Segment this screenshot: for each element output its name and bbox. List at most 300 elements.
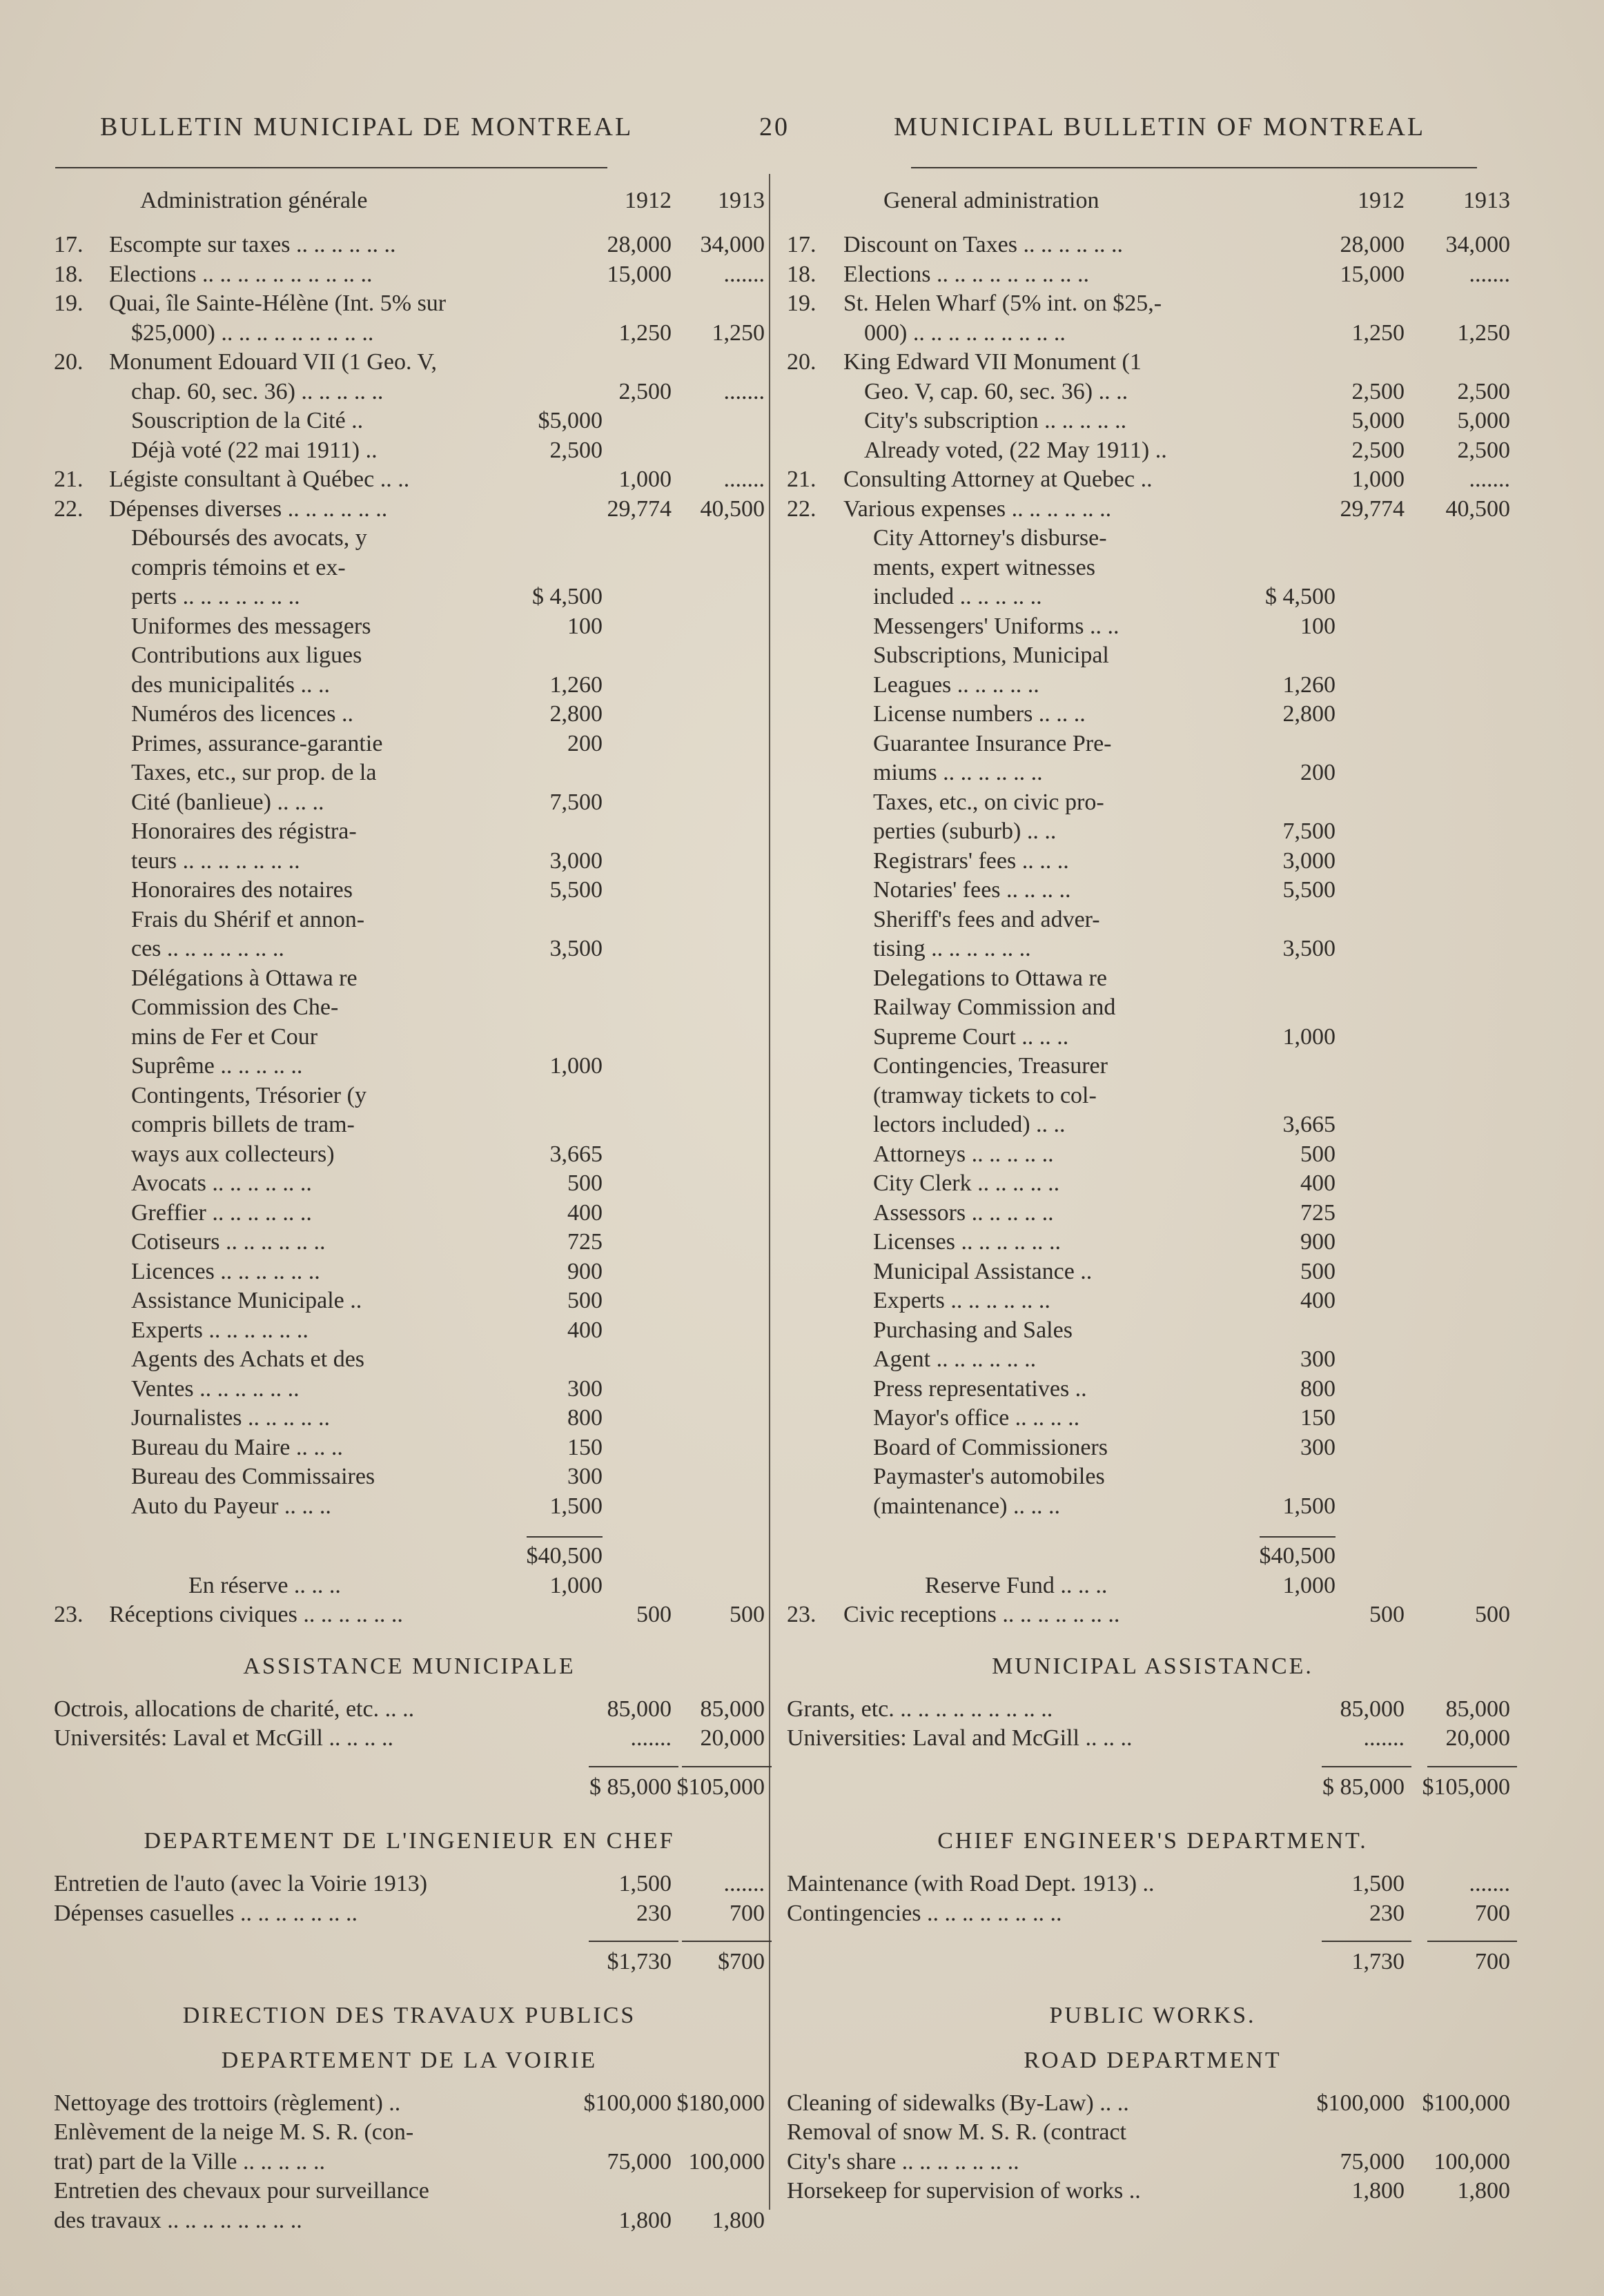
item-detail-amount: 800 [1300,1375,1336,1402]
year-1913-header: 1913 [718,188,765,213]
item-detail-amount: 725 [1300,1199,1336,1226]
amount-1913: ....... [723,378,765,404]
item-label: Bureau des Commissaires [131,1464,375,1489]
subtotal-rule [527,1536,603,1538]
spacer [787,2035,1518,2041]
total-1913: 700 [1475,1949,1510,1974]
amount-1912: 85,000 [607,1696,672,1722]
item-label: Board of Commissioners [873,1434,1108,1460]
item-label: perties (suburb) .. .. [873,818,1057,844]
item-number: 22. [787,495,816,522]
spacer [787,1630,1518,1647]
total-1913: $700 [718,1949,765,1974]
item-label: Agent .. .. .. .. .. .. [873,1346,1037,1372]
budget-row [787,964,1518,994]
section-heading: DEPARTEMENT DE LA VOIRIE [221,2047,598,2073]
amount-1913: 40,500 [1445,495,1510,522]
reserve-row [787,1571,1518,1601]
item-label: Contributions aux ligues [131,642,362,668]
total-rule-1913 [1427,1941,1517,1942]
budget-row [54,1433,765,1463]
subtotal-amount: $40,500 [526,1543,603,1569]
section-heading: MUNICIPAL ASSISTANCE. [992,1653,1313,1679]
item-label: Messengers' Uniforms .. .. [873,613,1119,639]
item-label: Avocats .. .. .. .. .. .. [131,1170,312,1196]
item-label: mins de Fer et Cour [131,1023,318,1050]
total-rule-1912 [1322,1941,1411,1942]
item-label: Taxes, etc., on civic pro- [873,789,1104,815]
total-1913: $105,000 [1422,1774,1510,1800]
budget-row [787,1052,1518,1081]
item-label: Déjà voté (22 mai 1911) .. [131,437,378,463]
spacer [54,1687,765,1695]
total-rule-1912 [589,1766,678,1767]
column-divider [769,174,770,2210]
budget-row [54,671,765,700]
section-title: General administration [883,188,1099,213]
budget-row [54,582,765,612]
item-detail-amount: 3,665 [549,1141,603,1167]
item-number: 18. [54,261,84,287]
budget-row [54,1462,765,1492]
amount-1912: 1,800 [618,2207,672,2233]
item-label: Already voted, (22 May 1911) .. [864,437,1167,463]
section-title: Administration générale [140,188,368,213]
total-row [54,1947,765,1977]
amount-1913: 100,000 [1434,2148,1510,2175]
item-detail-amount: 3,500 [1282,936,1336,961]
amount-1913: ....... [723,467,765,492]
spacer [54,1754,765,1773]
item-label: Monument Edouard VII (1 Geo. V, [109,349,438,375]
item-detail-amount: $ 4,500 [1265,584,1336,609]
budget-row [54,1228,765,1257]
year-1912-header: 1912 [1358,188,1405,213]
budget-row [787,729,1518,759]
item-label: Supreme Court .. .. .. [873,1023,1069,1050]
budget-row [54,729,765,759]
spacer [54,1861,765,1870]
year-1912-header: 1912 [625,188,672,213]
item-number: 22. [54,495,84,522]
amount-1912: 15,000 [1340,261,1405,287]
item-label: Guarantee Insurance Pre- [873,730,1112,756]
item-detail-amount: 1,260 [549,671,603,698]
budget-row [54,1375,765,1404]
spacer [787,1754,1518,1773]
header-right: MUNICIPAL BULLETIN OF MONTREAL [894,112,1426,141]
budget-row [54,2089,765,2119]
amount-1912: 1,250 [1351,320,1405,346]
item-label: Assessors .. .. .. .. .. [873,1199,1054,1226]
item-label: trat) part de la Ville .. .. .. .. .. [54,2148,325,2175]
item-label: Elections .. .. .. .. .. .. .. .. .. [843,261,1090,287]
budget-row [54,2177,765,2206]
item-detail-amount: 7,500 [1282,818,1336,844]
item-detail-amount: 900 [1300,1229,1336,1255]
item-detail-amount: 1,000 [1282,1023,1336,1050]
budget-row [54,553,765,583]
budget-row [54,612,765,642]
item-label: King Edward VII Monument (1 [843,349,1142,375]
item-detail-amount: 200 [1300,760,1336,785]
item-label: Horsekeep for supervision of works .. [787,2178,1141,2204]
amount-1913: 34,000 [700,232,765,257]
header-rule-left [55,167,607,168]
item-label: Numéros des licences .. [131,701,353,727]
item-label: Greffier .. .. .. .. .. .. [131,1199,312,1226]
budget-row [787,582,1518,612]
item-number: 23. [54,1602,84,1627]
budget-row [54,436,765,466]
item-detail-amount: 2,800 [549,701,603,727]
amount-1912: 230 [636,1900,672,1926]
amount-1912: 5,000 [1351,408,1405,433]
budget-row [787,1023,1518,1052]
item-detail-amount: 3,000 [1282,847,1336,874]
item-detail-amount: 2,500 [549,437,603,463]
spacer [54,215,765,230]
budget-row [787,230,1518,260]
budget-row [54,2148,765,2177]
item-label: Assistance Municipale .. [131,1288,362,1313]
item-label: tising .. .. .. .. .. .. [873,936,1031,961]
item-detail-amount: 1,500 [549,1493,603,1519]
item-label: Registrars' fees .. .. .. [873,847,1069,874]
budget-row [787,905,1518,935]
item-detail-amount: 150 [1300,1405,1336,1431]
budget-row [54,876,765,905]
budget-row [787,1600,1518,1630]
budget-row [787,1286,1518,1316]
item-detail-amount: 100 [1300,613,1336,639]
spacer [54,1630,765,1647]
item-label: des municipalités .. .. [131,671,331,698]
item-label: Licenses .. .. .. .. .. .. [873,1229,1061,1255]
item-detail-amount: 400 [1300,1170,1336,1196]
item-label: Cotiseurs .. .. .. .. .. .. [131,1229,326,1255]
budget-row [787,289,1518,319]
spacer [54,2035,765,2041]
item-detail-amount: 5,500 [1282,877,1336,903]
budget-row [54,817,765,847]
item-label: Octrois, allocations de charité, etc. .. .. [54,1696,415,1722]
item-detail-amount: 500 [1300,1141,1336,1167]
subtotal-rule [1260,1536,1336,1538]
budget-row [54,1023,765,1052]
budget-row [54,934,765,964]
item-label: (maintenance) .. .. .. [873,1493,1060,1519]
item-label: City Attorney's disburse- [873,525,1107,551]
budget-row [54,1052,765,1081]
budget-row [54,1257,765,1287]
item-detail-amount: 500 [567,1170,603,1196]
spacer [787,1687,1518,1695]
budget-row [787,553,1518,583]
spacer [787,215,1518,230]
item-detail-amount: 300 [567,1464,603,1489]
spacer [787,1928,1518,1947]
item-label: Cité (banlieue) .. .. .. [131,789,324,815]
amount-1913: 2,500 [1457,437,1510,463]
budget-row [787,612,1518,642]
budget-row [787,847,1518,876]
item-label: St. Helen Wharf (5% int. on $25,- [843,291,1162,316]
subtotal-row [787,1542,1518,1571]
budget-row [787,2118,1518,2148]
item-detail-amount: 1,500 [1282,1493,1336,1519]
budget-row [54,1286,765,1316]
item-label: included .. .. .. .. .. [873,584,1042,609]
budget-row [787,2148,1518,2177]
budget-row [54,495,765,524]
section-heading: PUBLIC WORKS. [1049,2002,1256,2028]
amount-1913: 85,000 [1445,1696,1510,1722]
amount-1913: ....... [1469,261,1510,287]
item-label: Removal of snow M. S. R. (contract [787,2119,1126,2145]
budget-row [54,1492,765,1522]
section-heading: DIRECTION DES TRAVAUX PUBLICS [182,2002,636,2028]
item-detail-amount: 3,000 [549,847,603,874]
budget-row [54,788,765,818]
budget-row [787,1462,1518,1492]
budget-row [54,847,765,876]
total-1912: 1,730 [1351,1949,1405,1974]
budget-row [54,1169,765,1199]
item-label: $25,000) .. .. .. .. .. .. .. .. .. [131,320,374,346]
item-label: Délégations à Ottawa re [131,965,358,991]
amount-1912: 75,000 [607,2148,672,2175]
total-rule-1913 [1427,1766,1517,1767]
budget-row [787,700,1518,729]
amount-1912: 230 [1369,1900,1405,1926]
amount-1912: 28,000 [607,232,672,257]
budget-row [54,1870,765,1899]
item-label: Commission des Che- [131,994,339,1020]
item-label: Primes, assurance-garantie [131,730,383,756]
reserve-row [54,1571,765,1601]
item-label: Taxes, etc., sur prop. de la [131,760,377,785]
item-label: Contingencies, Treasurer [873,1053,1108,1079]
item-label: Nettoyage des trottoirs (règlement) .. [54,2090,401,2116]
item-label: chap. 60, sec. 36) .. .. .. .. .. [131,378,384,404]
spacer [787,2081,1518,2089]
item-label: Frais du Shérif et annon- [131,906,365,932]
item-label: Universities: Laval and McGill .. .. .. [787,1725,1133,1751]
item-label: des travaux .. .. .. .. .. .. .. .. [54,2207,302,2233]
budget-row [54,1899,765,1929]
item-number: 17. [54,232,84,257]
budget-row [54,1316,765,1346]
amount-1913: 500 [730,1602,765,1627]
item-label: ways aux collecteurs) [131,1141,335,1167]
item-detail-amount: 300 [567,1375,603,1402]
budget-row [54,1600,765,1630]
amount-1913: 2,500 [1457,378,1510,404]
total-rule-1912 [589,1941,678,1942]
item-detail-amount: 400 [567,1199,603,1226]
item-detail-amount: 800 [567,1405,603,1431]
item-label: Légiste consultant à Québec .. .. [109,467,410,492]
total-row [787,1773,1518,1803]
item-detail-amount: 5,500 [549,877,603,903]
budget-row [787,817,1518,847]
item-detail-amount: 400 [1300,1288,1336,1313]
item-label: Agents des Achats et des [131,1346,365,1372]
amount-1913: 5,000 [1457,408,1510,433]
item-detail-amount: 150 [567,1434,603,1460]
budget-row [54,1140,765,1170]
spacer [787,1861,1518,1870]
item-label: Paymaster's automobiles [873,1464,1105,1489]
item-label: Entretien des chevaux pour surveillance [54,2178,429,2204]
item-label: Dépenses casuelles .. .. .. .. .. .. .. [54,1900,358,1926]
item-number: 21. [787,467,816,492]
budget-row [54,905,765,935]
item-label: Dépenses diverses .. .. .. .. .. .. [109,495,388,522]
item-label: Contingents, Trésorier (y [131,1082,366,1108]
amount-1912: 29,774 [607,495,672,522]
total-1912: $ 85,000 [589,1774,672,1800]
year-1913-header: 1913 [1463,188,1510,213]
budget-row [787,1316,1518,1346]
amount-1913: 1,250 [1457,320,1510,346]
item-label: compris témoins et ex- [131,554,346,580]
item-number: 19. [54,291,84,316]
amount-1913: 85,000 [700,1696,765,1722]
amount-1912: $100,000 [583,2090,672,2116]
amount-1913: ....... [723,261,765,287]
subtotal-row [54,1542,765,1571]
amount-1913: 500 [1475,1602,1510,1627]
budget-row [54,700,765,729]
total-row [787,1947,1518,1977]
item-label: Ventes .. .. .. .. .. .. [131,1375,300,1402]
item-label: Suprême .. .. .. .. .. [131,1053,303,1079]
budget-row [787,1492,1518,1522]
amount-1913: 1,800 [712,2207,765,2233]
item-detail-amount: 500 [1300,1258,1336,1284]
item-label: Mayor's office .. .. .. .. [873,1405,1080,1431]
budget-row [787,1345,1518,1375]
budget-row [787,1199,1518,1228]
item-number: 19. [787,291,816,316]
amount-1912: 1,800 [1351,2178,1405,2204]
budget-row [54,289,765,319]
item-label: License numbers .. .. .. [873,701,1086,727]
spacer [787,1802,1518,1821]
item-label: Purchasing and Sales [873,1317,1073,1343]
budget-row [54,641,765,671]
budget-row [54,2206,765,2236]
item-label: Déboursés des avocats, y [131,525,367,551]
item-detail-amount: 725 [567,1229,603,1255]
item-detail-amount: 900 [567,1258,603,1284]
reserve-amount: 1,000 [549,1572,603,1598]
budget-row [54,1345,765,1375]
item-label: Elections .. .. .. .. .. .. .. .. .. .. [109,261,373,287]
amount-1913: 700 [730,1900,765,1926]
item-label: Auto du Payeur .. .. .. [131,1493,331,1519]
amount-1913: 1,250 [712,320,765,346]
spacer [54,1977,765,1996]
budget-row [54,1404,765,1433]
item-label: Municipal Assistance .. [873,1258,1093,1284]
item-label: Souscription de la Cité .. [131,408,364,433]
budget-row [787,671,1518,700]
item-label: lectors included) .. .. [873,1112,1066,1137]
item-label: ces .. .. .. .. .. .. .. [131,936,284,961]
item-label: City Clerk .. .. .. .. .. [873,1170,1060,1196]
budget-row [54,260,765,290]
total-rule-1913 [682,1766,772,1767]
reserve-label: Reserve Fund .. .. .. [925,1572,1108,1598]
item-label: Escompte sur taxes .. .. .. .. .. .. [109,232,396,257]
budget-row [787,1169,1518,1199]
subtotal-amount: $40,500 [1259,1543,1336,1569]
item-label: 000) .. .. .. .. .. .. .. .. .. [864,320,1066,346]
amount-1912: 75,000 [1340,2148,1405,2175]
budget-row [54,406,765,436]
amount-1912: 1,000 [618,467,672,492]
amount-1913: 20,000 [700,1725,765,1751]
item-label: Attorneys .. .. .. .. .. [873,1141,1054,1167]
budget-row [787,1404,1518,1433]
total-row [54,1773,765,1803]
reserve-amount: 1,000 [1282,1572,1336,1598]
budget-row [787,495,1518,524]
budget-row [787,1870,1518,1899]
amount-1912: 1,000 [1351,467,1405,492]
amount-1912: $100,000 [1316,2090,1405,2116]
budget-row [54,319,765,349]
budget-row [54,348,765,377]
amount-1912: ....... [1363,1725,1405,1751]
french-column [54,186,765,2235]
amount-1913: 100,000 [688,2148,765,2175]
budget-row [787,1433,1518,1463]
budget-row [787,377,1518,407]
total-rule-1913 [682,1941,772,1942]
budget-row [787,1257,1518,1287]
item-detail-amount: 1,260 [1282,671,1336,698]
item-label: Universités: Laval et McGill .. .. .. .. [54,1725,393,1751]
item-label: miums .. .. .. .. .. .. [873,760,1043,785]
item-label: Entretien de l'auto (avec la Voirie 1913) [54,1871,428,1896]
item-detail-amount: $5,000 [538,408,603,433]
item-detail-amount: 2,800 [1282,701,1336,727]
budget-row [787,2089,1518,2119]
item-detail-amount: 500 [567,1288,603,1313]
item-detail-amount: 400 [567,1317,603,1343]
item-label: Journalistes .. .. .. .. .. [131,1405,331,1431]
item-label: Grants, etc. .. .. .. .. .. .. .. .. .. [787,1696,1053,1722]
budget-row [787,788,1518,818]
budget-row [54,1110,765,1140]
total-1912: $ 85,000 [1322,1774,1405,1800]
total-rule-1912 [1322,1766,1411,1767]
budget-row [54,1081,765,1111]
budget-row [787,876,1518,905]
amount-1913: 700 [1475,1900,1510,1926]
header-rule-right [911,167,1477,168]
section-heading: ROAD DEPARTMENT [1024,2047,1282,2073]
amount-1913: 1,800 [1457,2178,1510,2204]
item-label: Bureau du Maire .. .. .. [131,1434,343,1460]
budget-row [54,2118,765,2148]
amount-1912: 2,500 [1351,378,1405,404]
item-label: Honoraires des régistra- [131,818,357,844]
